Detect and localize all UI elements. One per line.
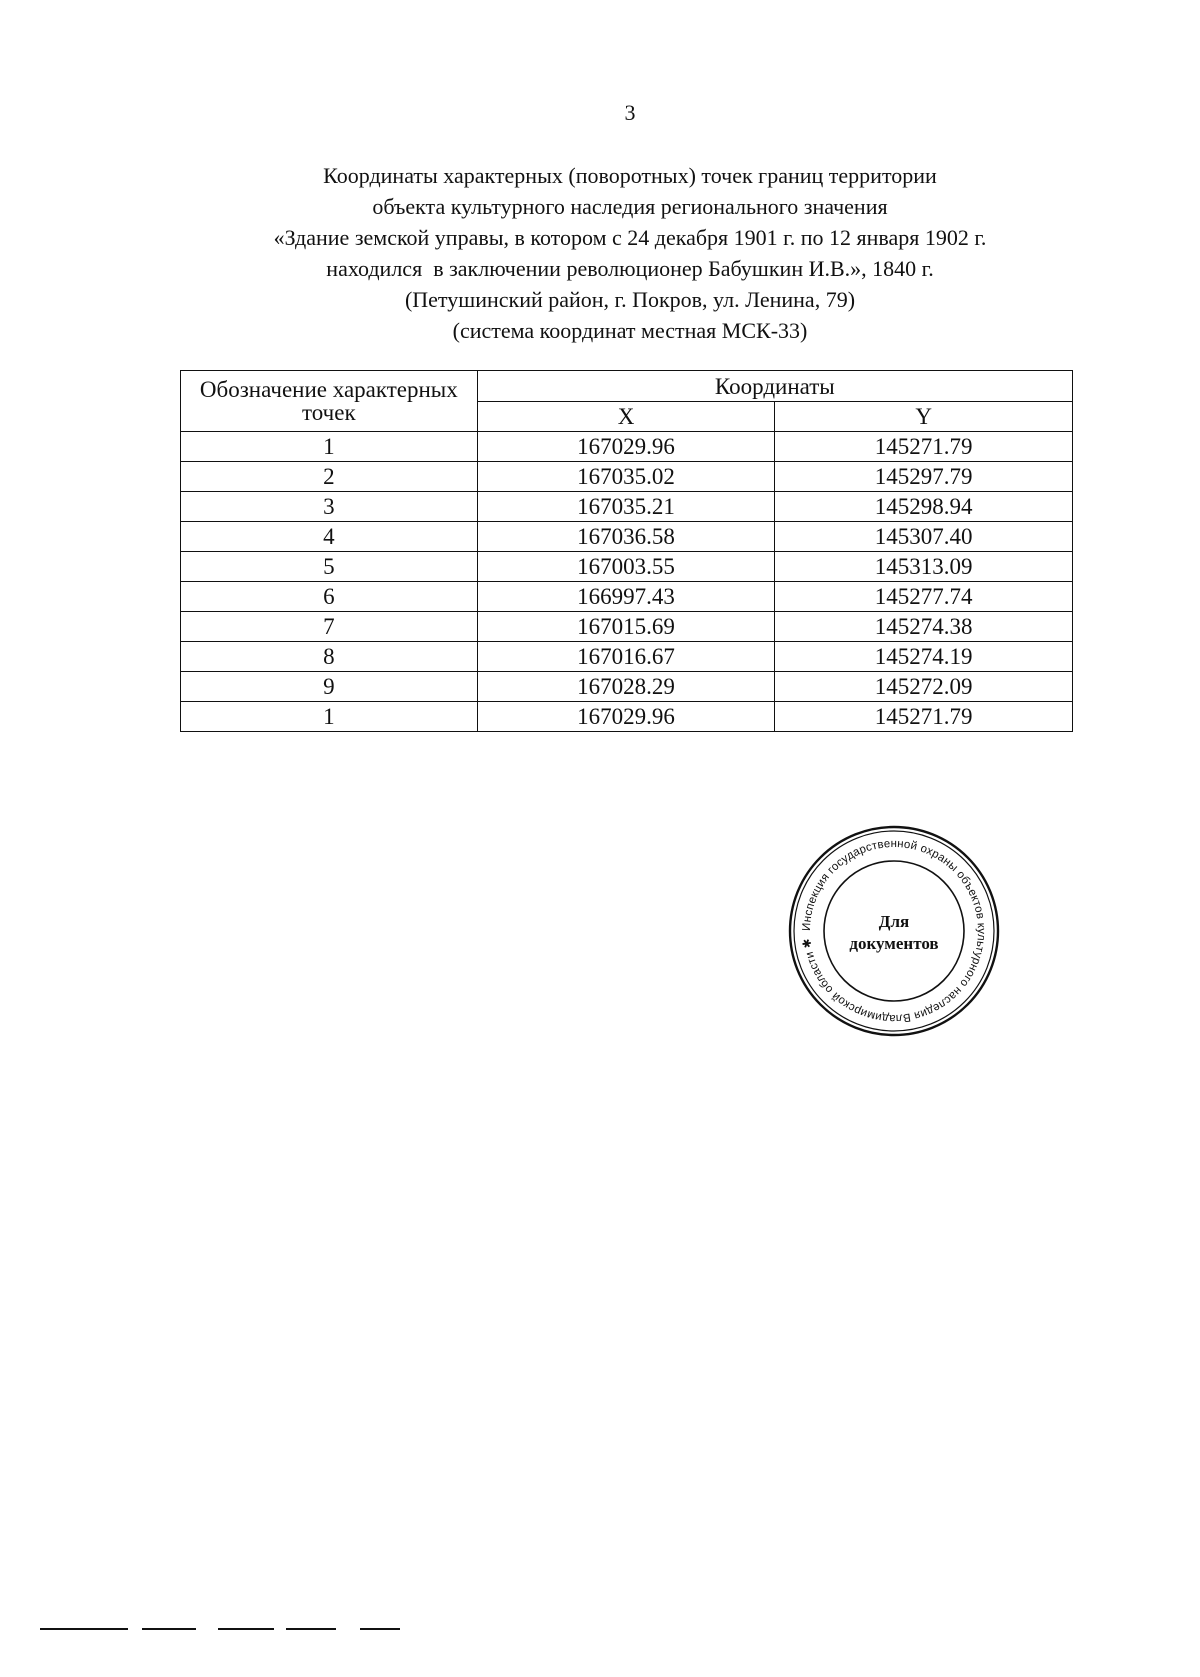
x-cell: 167036.58	[477, 522, 775, 552]
point-cell: 7	[181, 612, 478, 642]
page-number: 3	[624, 100, 636, 125]
point-cell: 5	[181, 552, 478, 582]
table-row	[181, 582, 1073, 612]
title-line: Координаты характерных (поворотных) точек границ территории	[323, 163, 937, 188]
official-stamp	[786, 823, 1002, 1039]
point-cell: 4	[181, 522, 478, 552]
title-line: объекта культурного наследия регионального значения	[372, 194, 888, 219]
x-cell: 167003.55	[477, 552, 775, 582]
title-line: (система координат местная МСК-33)	[452, 318, 808, 343]
coordinates-table-body	[181, 432, 1073, 732]
y-cell: 145274.19	[775, 642, 1073, 672]
point-cell: 6	[181, 582, 478, 612]
point-cell: 1	[181, 702, 478, 732]
title-line: «Здание земской управы, в котором с 24 декабря 1901 г. по 12 января 1902 г.	[273, 225, 987, 250]
stamp-center-text: Для	[878, 912, 910, 931]
document-title	[180, 160, 1080, 346]
coordinates-header: Координаты	[477, 371, 1072, 402]
y-cell: 145271.79	[775, 702, 1073, 732]
x-cell: 166997.43	[477, 582, 775, 612]
table-row	[181, 612, 1073, 642]
point-cell: 9	[181, 672, 478, 702]
point-cell: 3	[181, 492, 478, 522]
table-row	[181, 552, 1073, 582]
x-cell: 167015.69	[477, 612, 775, 642]
title-line: (Петушинский район, г. Покров, ул. Ленина, 79)	[404, 287, 856, 312]
table-row	[181, 702, 1073, 732]
x-cell: 167029.96	[477, 432, 775, 462]
point-cell: 1	[181, 432, 478, 462]
x-cell: 167035.21	[477, 492, 775, 522]
svg-text:Инспекция государственной охра	[801, 838, 987, 1024]
y-cell: 145313.09	[775, 552, 1073, 582]
x-cell: 167029.96	[477, 702, 775, 732]
y-cell: 145297.79	[775, 462, 1073, 492]
y-cell: 145277.74	[775, 582, 1073, 612]
table-row	[181, 492, 1073, 522]
y-cell: 145298.94	[775, 492, 1073, 522]
table-row	[181, 672, 1073, 702]
stamp-center-text: документов	[849, 934, 939, 953]
y-cell: 145274.38	[775, 612, 1073, 642]
x-header: X	[477, 402, 775, 432]
coordinates-table	[180, 370, 1073, 732]
table-row	[181, 432, 1073, 462]
point-designation-header: Обозначение характерных точек	[181, 371, 478, 432]
y-cell: 145272.09	[775, 672, 1073, 702]
y-cell: 145307.40	[775, 522, 1073, 552]
point-cell: 8	[181, 642, 478, 672]
y-header: Y	[775, 402, 1073, 432]
x-cell: 167016.67	[477, 642, 775, 672]
footer-scan-marks	[40, 1628, 420, 1632]
stamp-seal-graphic	[786, 823, 1002, 1039]
title-line: находился в заключении революционер Бабушкин И.В.», 1840 г.	[326, 256, 934, 281]
point-cell: 2	[181, 462, 478, 492]
table-row	[181, 642, 1073, 672]
stamp-ring-text: Инспекция государственной охраны объектов культурного наследия Владимирской области ✱	[800, 837, 988, 1025]
x-cell: 167035.02	[477, 462, 775, 492]
x-cell: 167028.29	[477, 672, 775, 702]
table-row	[181, 522, 1073, 552]
table-row	[181, 462, 1073, 492]
y-cell: 145271.79	[775, 432, 1073, 462]
